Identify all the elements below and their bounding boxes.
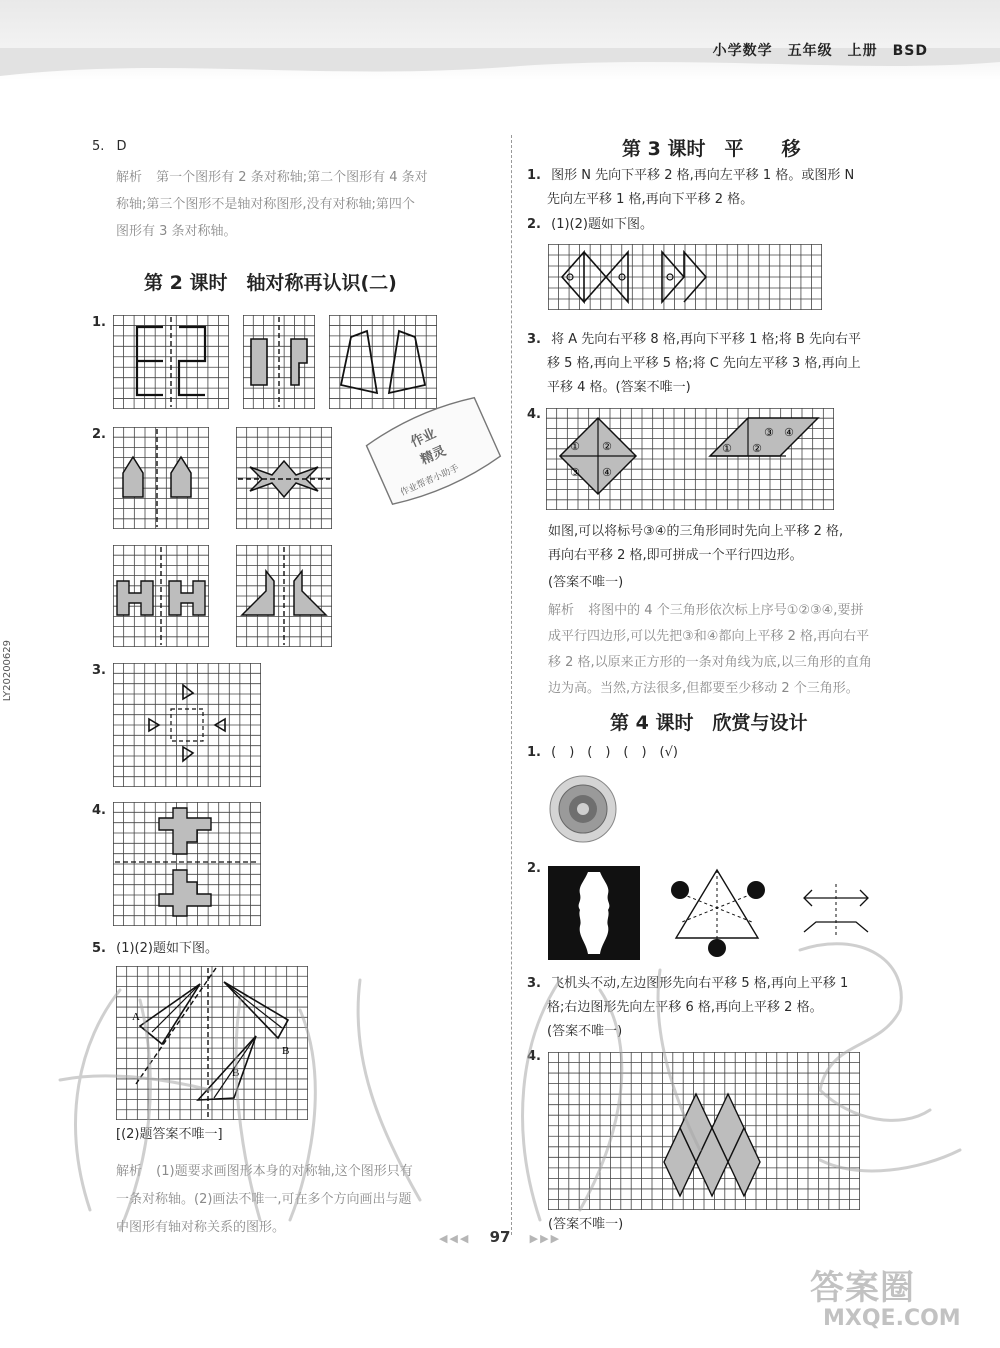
r-q4-analysis-line: 移 2 格,以原来正方形的一条对角线为底,以三角形的直角 — [548, 655, 872, 670]
r-q1-line: 图形 N 先向下平移 2 格,再向左平移 1 格。或图形 N — [551, 168, 855, 183]
side-code: LY20200629 — [2, 640, 13, 702]
q5-analysis-line: 中图形有轴对称关系的图形。 — [116, 1220, 286, 1235]
q2-grid-d — [236, 545, 332, 647]
r-q4-mark: ③ — [764, 426, 774, 439]
r-q4-mark: ④ — [784, 426, 794, 439]
q5-label: 5. — [92, 941, 106, 956]
l4-q4-label: 4. — [527, 1049, 541, 1064]
lesson4-title: 第 4 课时 欣赏与设计 — [610, 712, 808, 734]
l4-q3 — [527, 972, 967, 1044]
r-q2-text: (1)(2)题如下图。 — [551, 217, 653, 232]
r-q4-note: (答案不唯一) — [548, 575, 624, 590]
q5-text: (1)(2)题如下图。 — [116, 941, 218, 956]
q5-point-b: B — [282, 1045, 290, 1057]
r-q3 — [527, 328, 967, 400]
r-q4-grid — [546, 408, 834, 510]
r-q3-line: 平移 4 格。(答案不唯一) — [547, 380, 691, 395]
q5-grid — [116, 966, 308, 1120]
q5-point-a: A — [132, 1011, 140, 1023]
prev-analysis-tag: 解析 — [116, 170, 143, 185]
r-q4-mark: ① — [570, 440, 580, 453]
prev-analysis — [116, 164, 506, 245]
r-q4-text-line: 如图,可以将标号③④的三角形同时先向上平移 2 格, — [548, 524, 844, 539]
stamp-line2: 精灵 — [418, 443, 449, 468]
q3-label: 3. — [92, 663, 106, 678]
r-q2-grid — [548, 244, 822, 310]
l4-q3-label: 3. — [527, 976, 541, 991]
prev-analysis-line: 图形有 3 条对称轴。 — [116, 224, 237, 239]
r-q4-analysis-line: 成平行四边形,可以先把③和④都向上平移 2 格,再向右平 — [548, 629, 870, 644]
q5-analysis-tag: 解析 — [116, 1164, 143, 1179]
r-q4-analysis-tag: 解析 — [548, 603, 575, 618]
q1-grid-c — [329, 315, 437, 409]
q2-grid-c — [113, 545, 209, 647]
r-q3-line: 将 A 先向右平移 8 格,再向下平移 1 格;将 B 先向右平 — [551, 332, 862, 347]
r-q4-text — [548, 520, 968, 568]
r-q3-line: 移 5 格,再向上平移 5 格;将 C 先向左平移 3 格,再向上 — [547, 356, 861, 371]
q4-grid — [113, 802, 261, 926]
r-q4-analysis-line: 边为高。当然,方法很多,但都要至少移动 2 个三角形。 — [548, 681, 859, 696]
l4-q3-line: 格;右边图形先向左平移 6 格,再向上平移 2 格。 — [547, 1000, 823, 1015]
r-q1-line: 先向左平移 1 格,再向下平移 2 格。 — [547, 192, 754, 207]
q5-note: [(2)题答案不唯一] — [116, 1127, 223, 1142]
r-q4-mark: ③ — [570, 466, 580, 479]
prev-q5 — [92, 136, 127, 158]
q1-grid-b — [243, 315, 315, 409]
brand-logo: 答案圈 — [810, 1268, 915, 1308]
page-number-value: 97 — [489, 1228, 511, 1246]
q2-grid-a — [113, 427, 209, 529]
prev-analysis-line: 称轴;第三个图形不是轴对称图形,没有对称轴;第四个 — [116, 197, 415, 212]
stamp-line1: 作业 — [408, 426, 439, 451]
r-q4-mark: ④ — [602, 466, 612, 479]
q5-analysis-line: (1)题要求画图形本身的对称轴,这个图形只有 — [156, 1164, 413, 1179]
r-q4-text-line: 再向右平移 2 格,即可拼成一个平行四边形。 — [548, 548, 803, 563]
lesson3-title: 第 3 课时 平 移 — [622, 138, 801, 160]
page-number — [0, 1228, 1000, 1246]
r-q4-analysis-line: 将图中的 4 个三角形依次标上序号①②③④,要拼 — [588, 603, 864, 618]
r-q2-label: 2. — [527, 217, 541, 232]
r-q1 — [527, 164, 967, 212]
stamp-line3: 作业帮者小助手 — [399, 463, 461, 499]
r-q4-label: 4. — [527, 407, 541, 422]
l4-q3-note: (答案不唯一) — [547, 1024, 623, 1039]
lesson2-title: 第 2 课时 轴对称再认识(二) — [144, 272, 397, 294]
q1-grid-a — [113, 315, 229, 409]
r-q2 — [527, 214, 653, 236]
l4-q1-ornament — [548, 774, 618, 844]
l4-q2-rotation — [662, 860, 772, 960]
prev-arrows-icon: ◀◀◀ — [438, 1232, 471, 1245]
l4-q1 — [527, 742, 678, 764]
l4-q1-text: ( ) ( ) ( ) (√) — [551, 745, 678, 760]
column-divider — [511, 135, 512, 1235]
q5-point-b2: B — [232, 1067, 240, 1079]
r-q3-label: 3. — [527, 332, 541, 347]
l4-q2-arrows — [798, 880, 874, 940]
header-title: 小学数学 五年级 上册 BSD — [712, 43, 928, 59]
prev-q5-label: 5. — [92, 139, 105, 154]
r-q4-analysis — [548, 598, 968, 702]
next-arrows-icon: ▶▶▶ — [529, 1232, 562, 1245]
q1-label: 1. — [92, 315, 106, 330]
l4-q2-label: 2. — [527, 861, 541, 876]
brand-url: MXQE.COM — [823, 1306, 961, 1331]
l4-q2-faces-vase — [548, 866, 640, 960]
l4-q1-label: 1. — [527, 745, 541, 760]
q4-label: 4. — [92, 803, 106, 818]
l4-q4-note: (答案不唯一) — [548, 1217, 624, 1232]
l4-q3-line: 飞机头不动,左边图形先向右平移 5 格,再向上平移 1 — [551, 976, 849, 991]
r-q4-mark: ② — [602, 440, 612, 453]
r-q4-mark: ② — [752, 442, 762, 455]
prev-q5-answer: D — [116, 139, 127, 154]
prev-analysis-line: 第一个图形有 2 条对称轴;第二个图形有 4 条对 — [156, 170, 428, 185]
q5-analysis-line: 一条对称轴。(2)画法不唯一,可在多个方向画出与题 — [116, 1192, 412, 1207]
q2-grid-b — [236, 427, 332, 529]
l4-q4-grid — [548, 1052, 860, 1210]
r-q1-label: 1. — [527, 168, 541, 183]
q2-label: 2. — [92, 427, 106, 442]
q5 — [92, 938, 218, 960]
q3-grid — [113, 663, 261, 787]
r-q4-mark: ① — [722, 442, 732, 455]
